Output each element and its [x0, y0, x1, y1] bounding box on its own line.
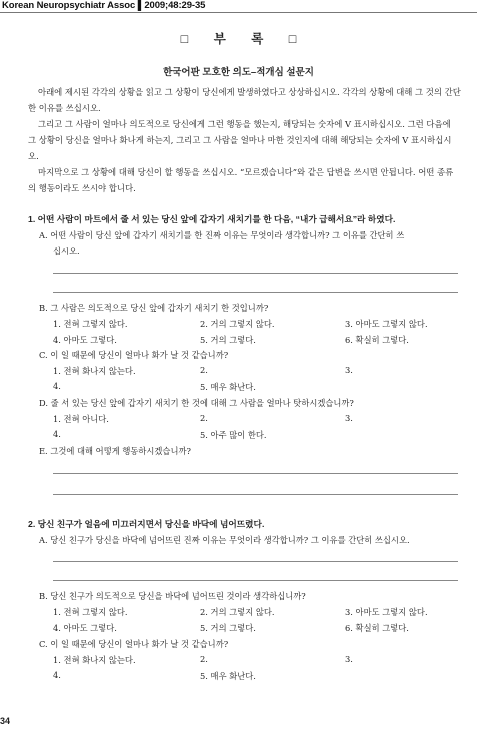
- q2-c-option[interactable]: 2.: [200, 654, 208, 664]
- appendix-heading: [0, 29, 477, 47]
- question-2-title: 2. 당신 친구가 얼음에 미끄러지면서 당신을 바닥에 넘어뜨렸다.: [28, 519, 265, 529]
- q2-b-option[interactable]: 3. 아마도 그렇지 않다.: [345, 607, 428, 617]
- q1-c-option[interactable]: 2.: [200, 365, 208, 375]
- q1-d-option[interactable]: 3.: [345, 413, 353, 423]
- q1-c-option[interactable]: 5. 매우 화난다.: [200, 382, 256, 392]
- q1-c-option[interactable]: 4.: [53, 381, 61, 391]
- q1-item-a: A. 어떤 사람이 당신 앞에 갑자기 새치기를 한 진짜 이유는 무엇이라 생각합니까? 그 이유를 간단히 쓰: [39, 230, 405, 240]
- q1-d-option[interactable]: 2.: [200, 413, 208, 423]
- q1-d-option[interactable]: 1. 전혀 아니다.: [53, 414, 109, 424]
- q1-b-option[interactable]: 2. 거의 그렇지 않다.: [200, 319, 275, 329]
- q1-a-answer-line[interactable]: [53, 273, 458, 274]
- q1-c-option[interactable]: 1. 전혀 화나지 않는다.: [53, 366, 136, 376]
- instruction-paragraph: 아래에 제시된 각각의 상황을 읽고 그 상황이 당신에게 발생하였다고 상상하십시오. 각각의 상황에 대해 그 것의 간단한 이유를 쓰십시오.: [28, 87, 461, 113]
- journal-citation: Korean Neuropsychiatr Assoc ▌2009;48:29-35: [2, 0, 206, 11]
- instruction-paragraph: 그리고 그 사람이 얼마나 의도적으로 당신에게 그런 행동을 했는지, 해당되는 숫자에 V 표시하십시오. 그런 다음에 그 상황이 당신을 얼마나 화나게 하는지, 그리고 그 사람을 얼마나 마한 것인지에 대해 해당되는 숫자에 V 표시하십시오.: [28, 119, 452, 161]
- q1-item-a-cont: 십시오.: [53, 246, 80, 256]
- q2-b-option[interactable]: 6. 확실히 그렇다.: [345, 623, 409, 633]
- header-rule: [0, 12, 477, 13]
- q1-item-b: B. 그 사람은 의도적으로 당신 앞에 갑자기 새치기 한 것입니까?: [39, 303, 269, 313]
- q1-b-option[interactable]: 3. 아마도 그렇지 않다.: [345, 319, 428, 329]
- q1-e-answer-line[interactable]: [53, 494, 458, 495]
- q2-c-option[interactable]: 5. 매우 화난다.: [200, 671, 256, 681]
- q1-a-answer-line[interactable]: [53, 292, 458, 293]
- q1-item-c: C. 이 일 때문에 당신이 얼마나 화가 날 것 같습니까?: [39, 350, 229, 360]
- q1-b-option[interactable]: 4. 아마도 그렇다.: [53, 335, 117, 345]
- q2-a-answer-line[interactable]: [53, 561, 458, 562]
- question-1-title: 1. 어떤 사람이 마트에서 줄 서 있는 당신 앞에 갑자기 새치기를 한 다음, “내가 급해서요”라 하였다.: [28, 214, 396, 224]
- q1-b-option[interactable]: 5. 거의 그렇다.: [200, 335, 256, 345]
- q1-e-answer-line[interactable]: [53, 473, 458, 474]
- q2-c-option[interactable]: 4.: [53, 670, 61, 680]
- q2-c-option[interactable]: 1. 전혀 화나지 않는다.: [53, 655, 136, 665]
- q2-b-option[interactable]: 5. 거의 그렇다.: [200, 623, 256, 633]
- questionnaire-title: 한국어판 모호한 의도–적개심 설문지: [163, 67, 314, 78]
- page-number: 34: [0, 716, 11, 726]
- q1-b-option[interactable]: 1. 전혀 그렇지 않다.: [53, 319, 128, 329]
- q2-b-option[interactable]: 4. 아마도 그렇다.: [53, 623, 117, 633]
- q2-item-a: A. 당신 친구가 당신을 바닥에 넘어뜨린 진짜 이유는 무엇이라 생각합니까? 그 이유를 간단히 쓰십시오.: [39, 535, 410, 545]
- q2-item-c: C. 이 일 때문에 당신이 얼마나 화가 날 것 같습니까?: [39, 639, 229, 649]
- q1-b-option[interactable]: 6. 확실히 그렇다.: [345, 335, 409, 345]
- q2-a-answer-line[interactable]: [53, 580, 458, 581]
- q1-c-option[interactable]: 3.: [345, 365, 353, 375]
- appendix-title: 부 록: [213, 32, 264, 46]
- appendix-mark-right: □: [288, 32, 297, 46]
- q1-d-option[interactable]: 5. 아주 많이 한다.: [200, 430, 267, 440]
- q2-c-option[interactable]: 3.: [345, 654, 353, 664]
- q1-d-option[interactable]: 4.: [53, 429, 61, 439]
- instructions: [28, 84, 461, 196]
- instruction-paragraph: 마지막으로 그 상황에 대해 당신이 할 행동을 쓰십시오. “모르겠습니다”와 같은 답변을 쓰시면 안됩니다. 어떤 종류의 행동이라도 쓰시야 합니다.: [28, 167, 454, 193]
- q2-item-b: B. 당신 친구가 의도적으로 당신을 바닥에 넘어뜨린 것이라 생각하십니까?: [39, 591, 306, 601]
- q1-item-d: D. 줄 서 있는 당신 앞에 갑자기 새치기 한 것에 대해 그 사람을 얼마나 탓하시겠습니까?: [39, 398, 354, 408]
- q1-item-e: E. 그것에 대해 어떻게 행동하시겠습니까?: [39, 446, 191, 456]
- q2-b-option[interactable]: 1. 전혀 그렇지 않다.: [53, 607, 128, 617]
- q2-b-option[interactable]: 2. 거의 그렇지 않다.: [200, 607, 275, 617]
- journal-header: [0, 0, 477, 12]
- appendix-mark-left: □: [180, 32, 189, 46]
